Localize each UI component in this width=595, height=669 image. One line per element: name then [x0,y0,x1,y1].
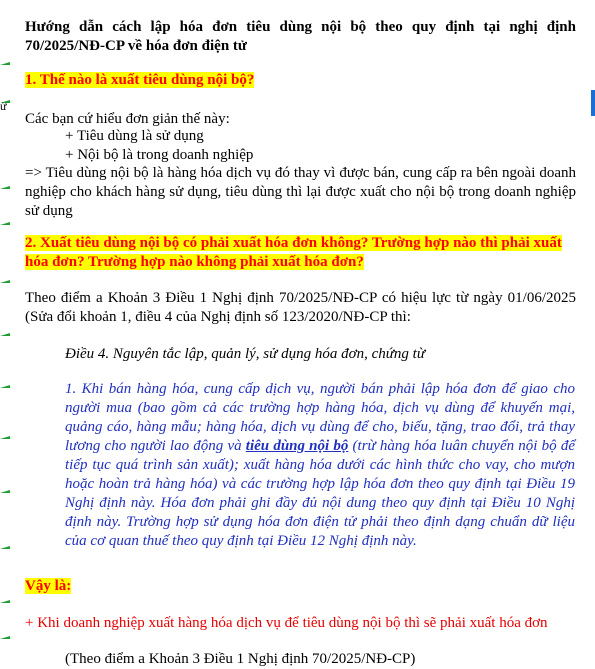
scroll-indicator[interactable] [591,90,595,116]
summary-heading: Vậy là: [25,578,72,594]
margin-marker [0,636,10,640]
margin-marker [0,385,10,389]
section-1-conclusion: => Tiêu dùng nội bộ là hàng hóa dịch vụ đó thay vì được bán, cung cấp ra bên ngoài doanh nghiệp cho khách hàng sử dụng, tiêu dùng thì lại được xuất cho nội bộ trong doanh nghiệp sử dụng [25,165,576,219]
bullet-tieu-dung: + Tiêu dùng là sử dụng [65,128,204,144]
margin-marker [0,490,10,494]
margin-marker [0,600,10,604]
clipped-margin-glyph: ử [0,99,7,113]
quote-article-heading: Điều 4. Nguyên tắc lập, quản lý, sử dụng hóa đơn, chứng từ [65,346,426,362]
legal-reference-paragraph: Theo điểm a Khoản 3 Điều 1 Nghị định 70/2025/NĐ-CP có hiệu lực từ ngày 01/06/2025 (Sửa đổi khoản 1, điều 4 của Nghị định số 123/2020/NĐ-CP thì: [25,290,576,325]
margin-marker [0,436,10,440]
article-title: Hướng dẫn cách lập hóa đơn tiêu dùng nội bộ theo quy định tại nghị định 70/2025/NĐ-CP về hóa đơn điện tử [25,19,576,54]
margin-marker [0,280,10,284]
margin-marker [0,100,10,104]
clipped-reference-line: (Theo điểm a Khoản 3 Điều 1 Nghị định 70/2025/NĐ-CP) [65,651,416,667]
margin-marker [0,62,10,66]
margin-marker [0,186,10,190]
section-1-heading: 1. Thế nào là xuất tiêu dùng nội bộ? [25,72,255,88]
margin-marker [0,222,10,226]
margin-marker [0,546,10,550]
bullet-noi-bo: + Nội bộ là trong doanh nghiệp [65,147,254,163]
quote-article-body: 1. Khi bán hàng hóa, cung cấp dịch vụ, người bán phải lập hóa đơn để giao cho người mua (bao gồm cả các trường hợp hàng hóa, dịch vụ dùng để khuyến mại, quảng cáo, hàng mẫu; hàng hóa, dịch vụ dùng để cho, biếu, tặng, trao đổi, trả thay lương cho người lao động và tiêu dùng nội bộ (trừ hàng hóa luân chuyển nội bộ để tiếp tục quá trình sản xuất); xuất hàng hóa dưới các hình thức cho vay, cho mượn hoặc hoàn trả hàng hóa) và các trường hợp lập hóa đơn theo quy định tại Điều 19 Nghị định này. Hóa đơn phải ghi đầy đủ nội dung theo quy định tại Điều 10 Nghị định này. Trường hợp sử dụng hóa đơn điện tử phải theo định dạng chuẩn dữ liệu của cơ quan thuế theo quy định tại Điều 12 Nghị định này. [65,381,575,549]
margin-marker [0,333,10,337]
highlight-tieu-dung-noi-bo[interactable]: tiêu dùng nội bộ [245,438,349,454]
section-2-heading: 2. Xuất tiêu dùng nội bộ có phải xuất hóa đơn không? Trường hợp nào thì phải xuất hóa đơn? Trường hợp nào không phải xuất hóa đơn? [25,235,562,270]
section-1-intro: Các bạn cứ hiểu đơn giản thế này: [25,111,230,127]
summary-point-1: + Khi doanh nghiệp xuất hàng hóa dịch vụ để tiêu dùng nội bộ thì sẽ phải xuất hóa đơn [25,615,548,631]
